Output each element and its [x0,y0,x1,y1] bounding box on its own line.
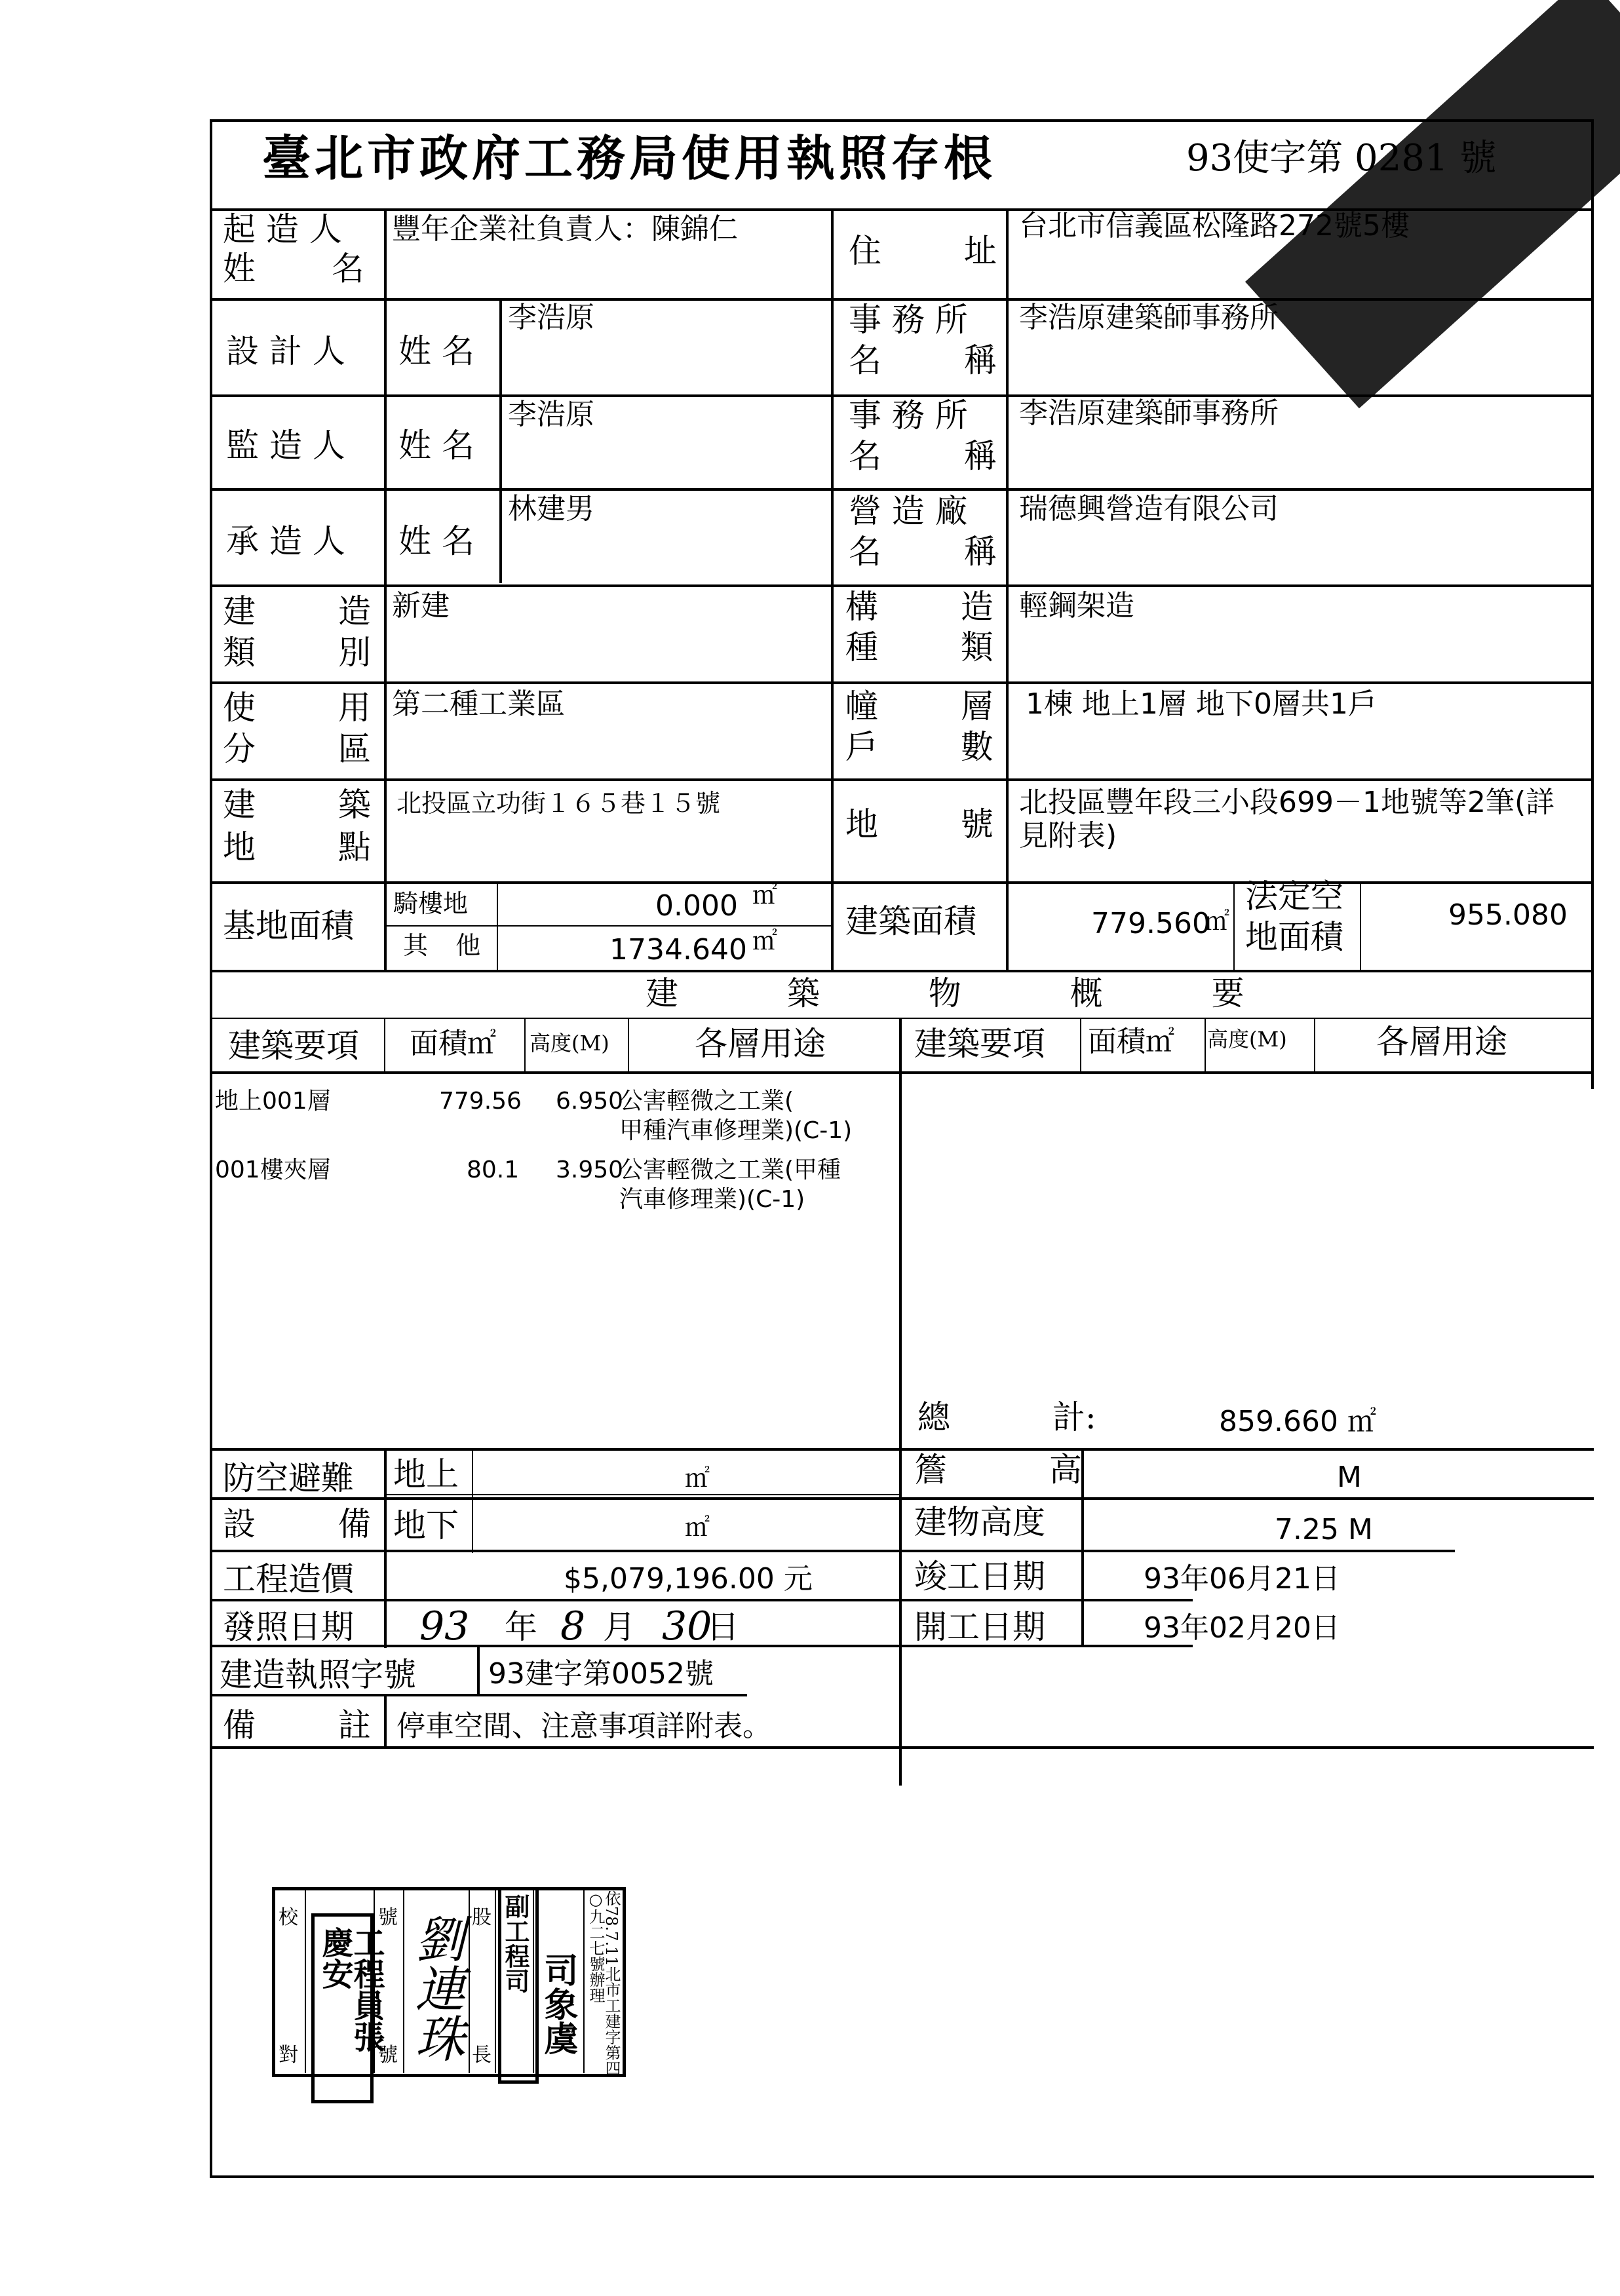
building-area-unit: ㎡ [1205,907,1230,936]
build-type-label: 建 造 [223,592,371,630]
supervisor-office: 李浩原建築師事務所 [1019,396,1279,430]
engineer-seal-text: 工程員張慶安 [317,1926,385,2052]
complete-label: 竣工日期 [914,1558,1045,1596]
address-value: 台北市信義區松隆路272號5樓 [1019,209,1410,242]
bldg-height-label: 建物高度 [914,1503,1045,1541]
total-value: 859.660 ㎡ [1219,1405,1376,1438]
contractor-firm-label: 營 造 廠 [849,492,968,530]
other-label: 其 他 [403,931,481,960]
document-title: 臺北市政府工務局使用執照存根 [262,130,996,187]
stamp-check-label-bottom: 對 [279,2044,298,2067]
stamp-chief-label-bottom: 長 [472,2044,492,2067]
authorization-stamp: 依78.7.11北市工建字第四○九二七號辦理 [587,1890,621,2076]
other-unit: ㎡ [752,927,778,955]
designer-label: 設 計 人 [226,332,345,370]
start-label: 開工日期 [914,1608,1045,1646]
below-label: 地下 [393,1506,459,1544]
arcade-unit: ㎡ [752,881,778,909]
item-1-use-2: 甲種汽車修理業)(C-1) [619,1117,853,1144]
supervisor-name-label: 姓 名 [398,427,474,465]
applicant-label-2: 姓 名 [223,250,397,288]
contractor-name-label: 姓 名 [398,522,474,560]
structure: 輕鋼架造 [1019,589,1134,622]
col-height-left: 高度(M) [530,1031,609,1056]
complete-value: 93年06月21日 [1144,1562,1340,1596]
item-2-use-2: 汽車修理業)(C-1) [619,1186,805,1213]
supervisor-office-label-2: 名 稱 [849,437,997,475]
item-1-use: 公害輕微之工業( [619,1088,794,1115]
structure-label-2: 種 類 [845,628,993,666]
floors-label-2: 戶 數 [845,728,993,766]
location-label-2: 地 點 [223,828,371,866]
col-use-right: 各層用途 [1376,1023,1507,1061]
deputy-seal-title: 副工程司 [501,1894,530,1993]
item-2-height: 3.950 [556,1157,624,1183]
arcade-label: 騎樓地 [393,889,469,918]
col-item-left: 建築要項 [228,1027,359,1065]
designer-name: 李浩原 [508,301,594,334]
col-height-right: 高度(M) [1207,1027,1287,1052]
stamp-number-label: 號 [378,1906,398,1929]
open-space-label-2: 地面積 [1245,918,1343,956]
shelter-label-2: 設 備 [223,1505,371,1543]
col-area-right: 面積㎡ [1088,1025,1174,1058]
building-area-label: 建築面積 [845,902,976,940]
below-unit: ㎡ [685,1513,710,1542]
contractor-firm-label-2: 名 稱 [849,533,997,571]
above-unit: ㎡ [685,1464,710,1493]
staff-signature: 劉連珠 [407,1913,465,2063]
structure-label: 構 造 [845,588,993,626]
designer-name-label: 姓 名 [398,332,474,370]
cost-value: $5,079,196.00 元 [564,1562,813,1596]
issue-year-char: 年 [505,1608,537,1646]
col-item-right: 建築要項 [914,1025,1045,1063]
contractor-firm: 瑞德興營造有限公司 [1019,492,1279,526]
address-label: 住 址 [849,232,997,270]
issue-label: 發照日期 [223,1608,354,1646]
building-area: 779.560 [1091,907,1210,940]
item-2-name: 001樓夾層 [215,1157,331,1183]
lot: 北投區豐年段三小段699－1地號等2筆(詳見附表) [1019,786,1555,852]
build-permit-label: 建造執照字號 [220,1656,416,1694]
location: 北投區立功街１６５巷１５號 [396,789,721,818]
eaves-value: M [1337,1461,1362,1494]
open-space: 955.080 [1448,898,1568,932]
designer-office: 李浩原建築師事務所 [1019,301,1279,334]
build-type: 新建 [392,589,450,622]
item-1-height: 6.950 [556,1088,624,1115]
issue-year: 93 [419,1603,470,1649]
cost-label: 工程造價 [223,1560,354,1598]
stamp-chief-label: 股 [472,1906,492,1929]
item-1-name: 地上001層 [215,1088,331,1115]
issue-day: 30 [662,1603,712,1649]
approval-stamp-block [272,1887,626,2077]
remarks-label: 備 註 [223,1706,371,1744]
issue-month: 8 [560,1603,586,1649]
site-area-label: 基地面積 [223,907,354,945]
start-value: 93年02月20日 [1144,1611,1340,1645]
stamp-number-label-bottom: 號 [378,2044,398,2067]
issue-day-char: 日 [706,1608,739,1646]
zoning-label-2: 分 區 [223,730,371,768]
item-2-area: 80.1 [467,1157,520,1183]
supervisor-office-label: 事 務 所 [849,396,968,434]
applicant-label: 起 造 人 [223,210,342,248]
stamp-check-label: 校 [279,1906,298,1929]
build-type-label-2: 類 別 [223,634,371,672]
col-area-left: 面積㎡ [410,1027,496,1060]
contractor-name: 林建男 [508,492,594,526]
arcade-value: 0.000 [655,889,738,923]
floors-label: 幢 層 [845,687,993,725]
remarks-value: 停車空間、注意事項詳附表。 [396,1710,771,1743]
open-space-label: 法定空 [1245,877,1343,915]
zoning: 第二種工業區 [392,687,565,721]
summary-heading: 建 築 物 概 要 [646,974,1244,1012]
permit-number: 93使字第 0281 號 [1186,137,1497,180]
eaves-label: 簷 高 [914,1451,1082,1489]
build-permit-value: 93建字第0052號 [488,1657,714,1691]
floors: 1棟 地上1層 地下0層共1戶 [1026,687,1377,721]
shelter-label: 防空避難 [223,1459,354,1497]
lot-label: 地 號 [845,805,993,843]
col-use-left: 各層用途 [695,1025,826,1063]
item-1-area: 779.56 [439,1088,522,1115]
bldg-height-value: 7.25 M [1275,1513,1373,1546]
contractor-label: 承 造 人 [226,522,345,560]
other-value: 1734.640 [609,933,747,966]
supervisor-label: 監 造 人 [226,427,345,465]
above-label: 地上 [393,1455,459,1493]
item-2-use: 公害輕微之工業(甲種 [619,1157,841,1183]
applicant-value: 豐年企業社負責人：陳錦仁 [392,212,738,246]
zoning-label: 使 用 [223,689,371,727]
designer-office-label-2: 名 稱 [849,341,997,379]
deputy-seal-name: 司象虞 [538,1953,578,2055]
issue-month-char: 月 [603,1608,636,1646]
location-label: 建 築 [223,786,371,824]
designer-office-label: 事 務 所 [849,301,968,339]
total-label: 總 計: [917,1398,1096,1436]
supervisor-name: 李浩原 [508,398,594,431]
